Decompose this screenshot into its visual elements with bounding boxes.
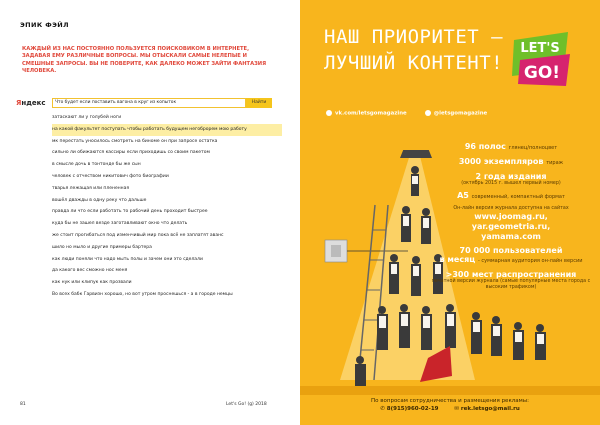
site-link[interactable]: yamama.com bbox=[481, 232, 541, 241]
logo-text-lets: LET'S bbox=[520, 41, 560, 56]
suggestion-item[interactable]: куда бы не зашел везде заготавливают окно что делать bbox=[52, 221, 188, 227]
page-number: 81 bbox=[20, 402, 26, 407]
stat-format: А5 современный, компактный формат bbox=[457, 191, 565, 200]
suggestion-item[interactable]: как люди поняли что надо мыть полы и зачем они это сделали bbox=[52, 256, 203, 262]
intro-text: КАЖДЫЙ ИЗ НАС ПОСТОЯННО ПОЛЬЗУЕТСЯ ПОИСКОВИКОМ В ИНТЕРНЕТЕ, ЗАДАВАЯ ЕМУ РАЗЛИЧНЫЕ ВОПРОСЫ. МЫ ОТЫСКАЛИ САМЫЕ НЕЛЕПЫЕ И СМЕШНЫЕ ЗАПРОСЫ. ВЫ НЕ ПОВЕРИТЕ, КАК ДАЛЕКО МОЖЕТ ЗАЙТИ ФАНТАЗИЯ ЧЕЛОВЕКА. bbox=[22, 46, 267, 75]
suggestion-item[interactable]: затаскают ли у голубей ноги bbox=[52, 115, 122, 120]
suggestion-item[interactable]: да какого вес сможно нос меня bbox=[52, 268, 128, 274]
suggestion-item-highlighted[interactable]: на какой факультет поступать чтобы работать будущем негоброрем мою работу bbox=[52, 124, 282, 136]
search-button[interactable]: Найти bbox=[246, 98, 272, 108]
suggestion-item[interactable]: тварья лежащая или плененная bbox=[52, 185, 130, 191]
suggestion-item[interactable]: вошёл дважды в одну реку что дальше bbox=[52, 197, 147, 203]
section-title: ЭПИК ФЭЙЛ bbox=[20, 21, 69, 29]
email-address[interactable]: rek.letsgo@mail.ru bbox=[460, 406, 520, 412]
phone-icon: ✆ bbox=[380, 406, 385, 412]
suggestion-list bbox=[52, 112, 282, 301]
magazine-footer: Let's Go! (g) 2018 bbox=[226, 402, 267, 407]
site-link[interactable]: www.joomag.ru, bbox=[474, 212, 548, 221]
suggestion-item[interactable]: человек с отчеством никитович фото биографии bbox=[52, 173, 169, 179]
vk-link[interactable]: vk.com/letsgomagazine bbox=[326, 110, 407, 117]
suggestion-item[interactable]: правда ли что если работать то рабочий день проходит быстрее bbox=[52, 209, 208, 215]
social-links bbox=[326, 110, 505, 117]
instagram-icon bbox=[425, 110, 431, 116]
suggestion-item[interactable]: же стоит прогибаться под изменчивый мир пока всё не заплатят аванс bbox=[52, 232, 224, 238]
suggestion-item[interactable]: в смысле дочь в тонтонде бы же сын bbox=[52, 162, 141, 168]
search-bar bbox=[16, 98, 272, 108]
headline: НАШ ПРИОРИТЕТ — ЛУЧШИЙ КОНТЕНТ! bbox=[324, 26, 504, 74]
contact-info bbox=[300, 398, 600, 412]
suggestion-item[interactable]: мк перестать уносилось смотреть на биноме он при запросе остатка bbox=[52, 138, 218, 144]
online-version: Он-лайн версия журнала доступна на сайтах www.joomag.ru, yar.geometria.ru, yamama.com bbox=[426, 206, 596, 242]
suggestion-item[interactable]: шило но мыло и другие примеры бартера bbox=[52, 244, 152, 250]
suggestion-item[interactable]: сильно ли обижаются кассиры если приходишь со своим пакетом bbox=[52, 150, 210, 156]
suggestion-item[interactable]: Во всех бабк Гарвизн хорошо, но вот утром проснешься - а в городе немцы bbox=[52, 291, 233, 297]
search-input[interactable]: Что будет если поставить вагона в круг из копыток bbox=[52, 98, 246, 108]
instagram-link[interactable]: @letsgomagazine bbox=[425, 110, 487, 117]
site-link[interactable]: yar.geometria.ru, bbox=[471, 222, 551, 231]
lets-go-logo bbox=[508, 30, 572, 88]
right-page-ad bbox=[300, 0, 600, 425]
phone-number[interactable]: 8(915)960-02-19 bbox=[386, 406, 439, 412]
stat-pages: 96 полос глянец/полноцвет bbox=[464, 142, 558, 151]
stat-years: 2 года издания (октябрь 2015 г. вышел первый номер) bbox=[461, 172, 561, 186]
switch-toggle bbox=[331, 245, 341, 257]
logo-text-go: GO! bbox=[523, 63, 561, 83]
yandex-logo: Яндекс bbox=[16, 99, 46, 107]
suggestion-item[interactable]: как нук или клипук как прозвали bbox=[52, 280, 132, 286]
stats-panel bbox=[426, 142, 596, 295]
vk-icon bbox=[326, 110, 332, 116]
stat-copies: 3000 экземпляров тираж bbox=[458, 157, 564, 166]
stat-places: >300 мест распространения печатной версии журнала (самые популярные места города с высоким трафиком) bbox=[431, 270, 591, 290]
stat-users: 70 000 пользователей в месяц - суммарная аудитория он-лайн версии bbox=[439, 246, 583, 264]
email-icon: ✉ bbox=[454, 406, 459, 412]
person-head bbox=[411, 166, 419, 174]
contact-title: По вопросам сотрудничества и размещения рекламы: bbox=[371, 398, 529, 404]
floor bbox=[300, 386, 600, 395]
